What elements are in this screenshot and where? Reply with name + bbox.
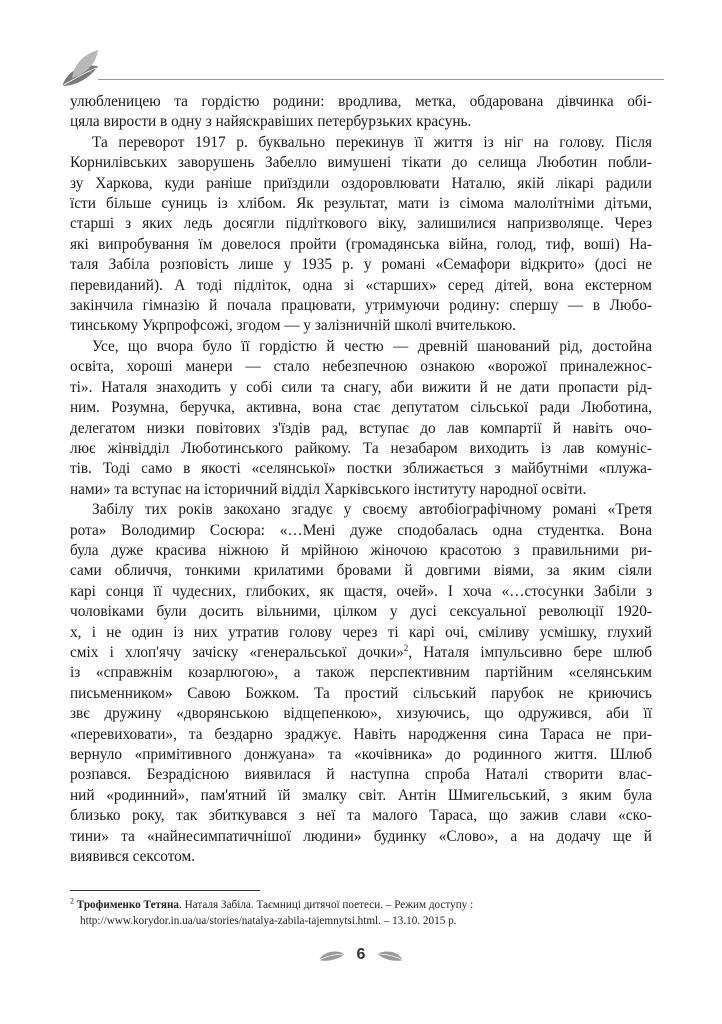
text-line: таля Забіла розповість лише у 1935 р. у романі «Семафори відкрито» (досі не <box>70 256 652 274</box>
footnote-number: 2 <box>70 896 74 906</box>
footnote-text: . Наталя Забіла. Таємниці дитячої поетеси. – Режим доступу : <box>179 899 474 911</box>
text-line: письменником» Савою Божком. Та простий сільський парубок не криючись <box>70 684 652 702</box>
text-line: Усе, що вчора було її гордістю й честю — древній шанований рід, достойна <box>92 337 652 355</box>
paragraph-3 <box>70 337 652 500</box>
page-number: 6 <box>356 946 366 963</box>
text-line: розпався. Безрадісною виявилася й наступна спроба Наталі створити влас- <box>70 766 652 784</box>
text-line: вернуло «примітивного донжуана» та «кочівника» до родинного життя. Шлюб <box>70 746 652 763</box>
text-line: тини» та «найнесимпатичнішої людини» будинку «Слово», а на додачу ще й <box>70 827 652 845</box>
text-line: була дуже красива ніжною й мрійною жіночою красотою з правильними ри- <box>70 541 652 559</box>
leaf-ornament-right-icon <box>375 948 405 964</box>
body-text <box>70 92 652 867</box>
text-line: звє дружину «дворянською відщепенкою», хизуючись, що одружився, аби її <box>70 705 652 723</box>
text-line: карі сонця її чудесних, глибоких, як щастя, очей». І хоча «…стосунки Забіли з <box>70 582 652 600</box>
text-line: х, і не один із них утратив голову через ті карі очі, сміливу усмішку, глухий <box>70 623 652 641</box>
text-line-with-footnote <box>70 643 652 663</box>
paragraph-2 <box>70 133 652 337</box>
text-line: сами обличчя, тонкими крилатими бровами й довгими віями, за яким сіяли <box>70 562 652 580</box>
text-line: тів. Тоді само в якості «селянської» постки зближається з майбутніми «плужа- <box>70 460 652 478</box>
text-line: цяла вирости в одну з найяскравіших петербурзьких красунь. <box>70 113 472 131</box>
text-line: ним. Розумна, беручка, активна, вона стає депутатом сільської ради Люботина, <box>70 399 652 417</box>
text-line: перевиданий). А тоді підліток, одна зі «старших» серед дітей, вона екстерном <box>70 276 652 294</box>
text-line: їсти більше суниць із хлібом. Як результат, мати із сімома малолітніми дітьми, <box>70 195 652 213</box>
text-line: Та переворот 1917 р. буквально перекинув її життя із ніг на голову. Після <box>92 133 652 151</box>
text-line: зу Харкова, куди раніше приїздили оздоровлювати Наталю, якій лікарі радили <box>70 174 652 192</box>
text-fragment: , Наталя імпульсивно бере шлюб <box>408 643 652 661</box>
text-line: Корнилівських заворушень Забелло вимушені тікати до селища Люботин побли- <box>70 154 652 172</box>
text-line: освіта, хороші манери — стало небезпечною ознакою «ворожої приналежнос- <box>70 358 652 376</box>
footnote <box>70 897 652 929</box>
footnote-rule <box>70 890 260 891</box>
text-line: із «справжнім козарлюгою», а також перспективним партійним «селянським <box>70 664 652 682</box>
text-line: близько року, так збиткувався з неї та малого Тараса, що зажив слави «ско- <box>70 807 652 825</box>
text-fragment: сміх і хлоп'ячу зачіску «генеральської дочки» <box>70 643 404 661</box>
text-line: закінчила гімназію й почала працювати, утримуючи родину: спершу — в Любо- <box>70 297 652 315</box>
text-line: делегатом низки повітових з'їздів рад, вступає до лав компартії й навіть очо- <box>70 419 652 437</box>
paragraph-1 <box>70 92 652 133</box>
text-line: «перевиховати», та бездарно зраджує. Навіть народження сина Тараса не при- <box>70 725 652 743</box>
text-line: тинському Укрпрофсожі, згодом — у залізничній школі вчителькою. <box>70 317 517 335</box>
text-line: лює жінвідділ Люботинського райкому. Та незабаром виходить із лав комуніс- <box>70 439 652 457</box>
footnote-link[interactable]: http://www.korydor.in.ua/ua/stories/natalya-zabila-tajemnytsi.html. – 13.10. 2015 р. <box>80 915 457 927</box>
text-line: ті». Наталя знаходить у собі сили та снагу, аби вижити й не дати пропасти рід- <box>70 378 652 396</box>
paragraph-4 <box>70 500 652 867</box>
text-line: улюбленицею та гордістю родини: вродлива, метка, обдарована дівчинка обі- <box>70 93 652 110</box>
page-number-area <box>311 942 411 972</box>
leaf-logo-icon <box>58 48 106 90</box>
text-line: які випробування їм довелося пройти (громадянська війна, голод, тиф, воші) На- <box>70 235 652 253</box>
text-line: Забілу тих років закохано згадує у своєму автобіографічному романі «Третя <box>92 501 652 519</box>
footnote-reference[interactable]: 2 <box>403 642 409 653</box>
footnote-author: Трофименко Тетяна <box>76 899 179 911</box>
text-line: чоловіками були досить вільними, цілком у дусі сексуальної революції 1920- <box>70 603 652 621</box>
text-line: старші з яких ледь досягли підліткового віку, залишилися напризволяще. Через <box>70 215 652 233</box>
header-rule <box>98 79 664 80</box>
text-line: виявився сексотом. <box>70 848 196 866</box>
text-line: рота» Володимир Сосюра: «…Мені дуже сподобалась одна студентка. Вона <box>70 521 652 539</box>
text-line: ний «родинний», пам'ятний їй змалку світ. Антін Шмигельський, з яким була <box>70 786 652 804</box>
text-line: нами» та вступає на історичний відділ Харківського інституту народної освіти. <box>70 480 587 498</box>
